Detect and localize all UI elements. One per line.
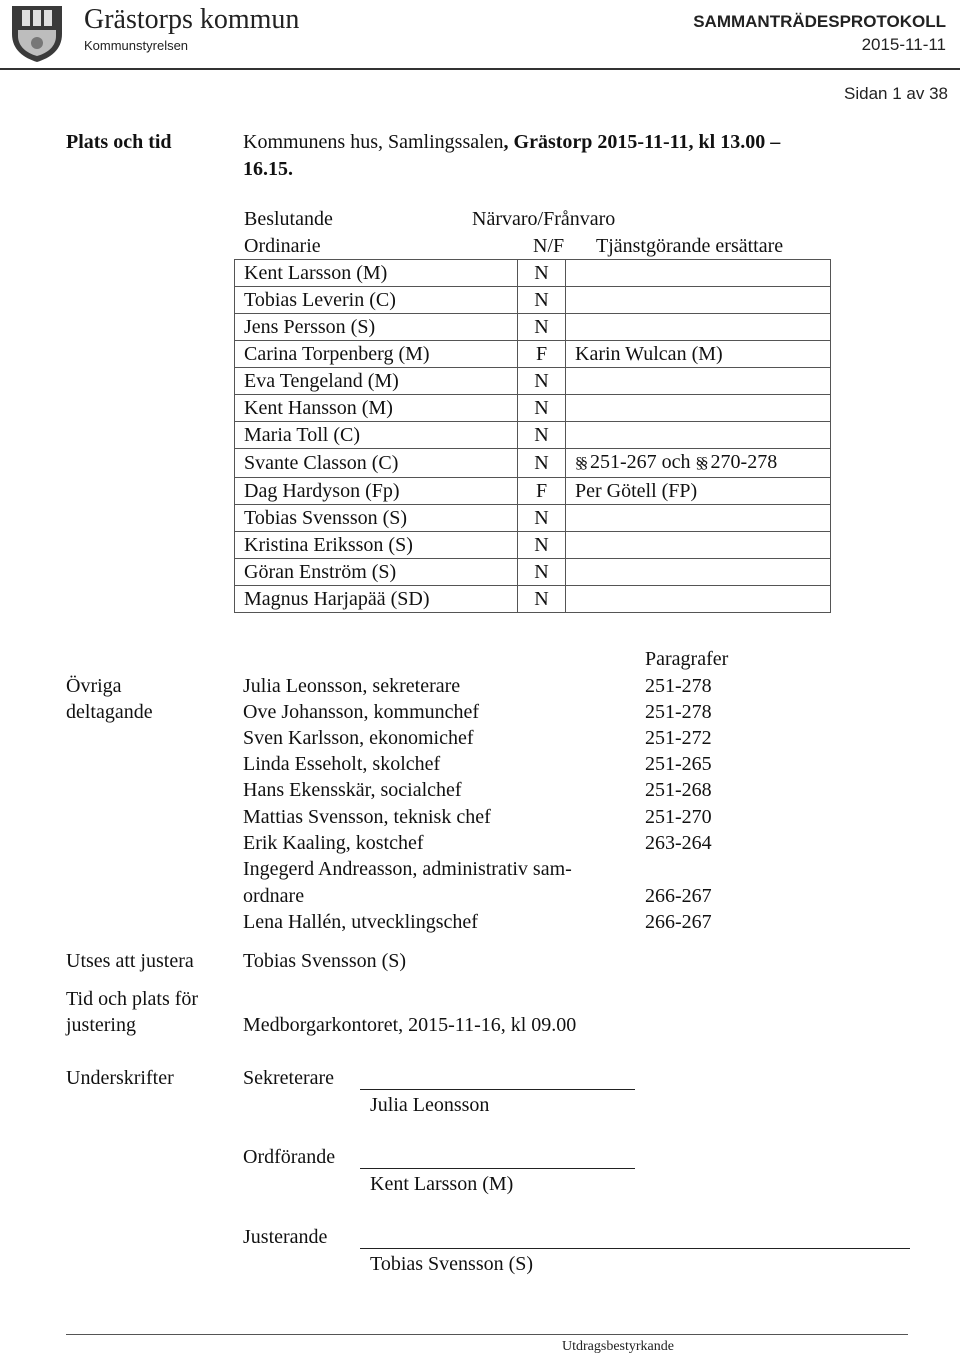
table-row	[235, 532, 831, 559]
signature-line	[360, 1089, 635, 1090]
participant-name: Julia Leonsson, sekreterare	[243, 675, 461, 697]
member-substitute	[566, 422, 831, 449]
tid-plats-label-line2: justering	[66, 1014, 136, 1036]
member-name: Dag Hardyson (Fp)	[235, 478, 518, 505]
footer-label: Utdragsbestyrkande	[562, 1339, 674, 1354]
member-status: N	[518, 586, 566, 613]
member-name: Jens Persson (S)	[235, 314, 518, 341]
member-name: Kent Larsson (M)	[235, 260, 518, 287]
signature-role: Sekreterare	[243, 1067, 335, 1089]
member-name: Eva Tengeland (M)	[235, 368, 518, 395]
member-name: Göran Enström (S)	[235, 559, 518, 586]
department-name: Kommunstyrelsen	[84, 38, 189, 53]
table-row	[235, 395, 831, 422]
header-beslutande: Beslutande	[244, 208, 333, 230]
table-row	[235, 287, 831, 314]
signatures-label: Underskrifter	[66, 1067, 174, 1089]
header-narvaro: Närvaro/Frånvaro	[472, 208, 616, 230]
plats-value-line2: 16.15.	[243, 158, 293, 180]
justera-label: Utses att justera	[66, 950, 194, 972]
member-substitute: Karin Wulcan (M)	[566, 341, 831, 368]
participant-name: Ingegerd Andreasson, administrativ sam-	[243, 858, 572, 880]
member-status: F	[518, 341, 566, 368]
participant-paragraphs: 263-264	[645, 832, 712, 854]
tid-plats-label-line1: Tid och plats för	[66, 988, 199, 1010]
document-date: 2015-11-11	[861, 35, 946, 54]
member-substitute	[566, 559, 831, 586]
member-name: Tobias Leverin (C)	[235, 287, 518, 314]
table-row	[235, 422, 831, 449]
paragraph-section-icon: §§	[575, 455, 585, 472]
signature-line	[360, 1168, 635, 1169]
participant-paragraphs: 251-278	[645, 701, 712, 723]
plats-time: , Grästorp 2015-11-11, kl 13.00 –	[503, 131, 781, 153]
member-name: Kristina Eriksson (S)	[235, 532, 518, 559]
signature-line	[360, 1248, 910, 1249]
plats-label: Plats och tid	[66, 131, 172, 153]
member-substitute	[566, 314, 831, 341]
municipal-coat-of-arms-icon	[10, 4, 64, 64]
organization-name: Grästorps kommun	[84, 4, 300, 35]
member-status: N	[518, 260, 566, 287]
participant-name: Erik Kaaling, kostchef	[243, 832, 424, 854]
member-status: N	[518, 559, 566, 586]
participant-name: Lena Hallén, utvecklingschef	[243, 911, 478, 933]
paragraph-section-icon: §§	[695, 455, 706, 472]
table-row	[235, 586, 831, 613]
signature-name: Kent Larsson (M)	[370, 1173, 514, 1195]
participant-paragraphs: 251-278	[645, 675, 712, 697]
table-row	[235, 341, 831, 368]
member-substitute: Per Götell (FP)	[566, 478, 831, 505]
member-status: N	[518, 314, 566, 341]
participant-name: Ove Johansson, kommunchef	[243, 701, 480, 723]
paragrafer-header: Paragrafer	[645, 648, 729, 670]
member-substitute	[566, 395, 831, 422]
member-substitute	[566, 586, 831, 613]
others-label-line1: Övriga	[66, 675, 122, 697]
member-status: N	[518, 287, 566, 314]
member-substitute	[566, 505, 831, 532]
member-name: Carina Torpenberg (M)	[235, 341, 518, 368]
table-row	[235, 478, 831, 505]
others-label-line2: deltagande	[66, 701, 153, 723]
participant-name: Mattias Svensson, teknisk chef	[243, 806, 491, 828]
member-name: Tobias Svensson (S)	[235, 505, 518, 532]
table-row	[235, 314, 831, 341]
member-name: Magnus Harjapää (SD)	[235, 586, 518, 613]
member-substitute	[566, 287, 831, 314]
member-substitute	[566, 260, 831, 287]
tid-plats-value: Medborgarkontoret, 2015-11-16, kl 09.00	[243, 1014, 577, 1036]
footer-divider	[66, 1334, 908, 1335]
member-name: Maria Toll (C)	[235, 422, 518, 449]
member-substitute	[566, 368, 831, 395]
signature-name: Julia Leonsson	[370, 1094, 490, 1116]
plats-value-line1	[243, 131, 780, 154]
plats-venue: Kommunens hus, Samlingssalen	[243, 131, 504, 153]
member-status: F	[518, 478, 566, 505]
member-status: N	[518, 532, 566, 559]
participant-name: Hans Ekensskär, socialchef	[243, 779, 462, 801]
participant-paragraphs: 251-270	[645, 806, 712, 828]
participant-name: ordnare	[243, 885, 305, 907]
document-type: SAMMANTRÄDESPROTOKOLL	[693, 12, 946, 31]
justera-value: Tobias Svensson (S)	[243, 950, 407, 972]
header-ersattare: Tjänstgörande ersättare	[596, 235, 784, 257]
header-divider	[0, 68, 960, 70]
table-row	[235, 559, 831, 586]
member-name: Svante Classon (C)	[235, 449, 518, 478]
member-status: N	[518, 449, 566, 478]
member-sections: §§ 251-267 och §§ 270-278	[566, 449, 831, 478]
member-status: N	[518, 422, 566, 449]
table-row	[235, 260, 831, 287]
member-name: Kent Hansson (M)	[235, 395, 518, 422]
participant-name: Linda Esseholt, skolchef	[243, 753, 441, 775]
signature-role: Ordförande	[243, 1146, 336, 1168]
participant-paragraphs: 266-267	[645, 911, 712, 933]
participant-paragraphs: 266-267	[645, 885, 712, 907]
member-status: N	[518, 505, 566, 532]
header-ordinarie: Ordinarie	[244, 235, 321, 257]
participant-paragraphs: 251-265	[645, 753, 712, 775]
table-row	[235, 505, 831, 532]
table-row	[235, 449, 831, 478]
signature-role: Justerande	[243, 1226, 328, 1248]
participant-paragraphs: 251-268	[645, 779, 712, 801]
participant-paragraphs: 251-272	[645, 727, 712, 749]
member-status: N	[518, 368, 566, 395]
attendance-table	[234, 259, 831, 613]
member-status: N	[518, 395, 566, 422]
page-number: Sidan 1 av 38	[844, 84, 948, 103]
table-row	[235, 368, 831, 395]
header-nf: N/F	[533, 235, 565, 257]
signature-name: Tobias Svensson (S)	[370, 1253, 534, 1275]
participant-name: Sven Karlsson, ekonomichef	[243, 727, 474, 749]
member-substitute	[566, 532, 831, 559]
